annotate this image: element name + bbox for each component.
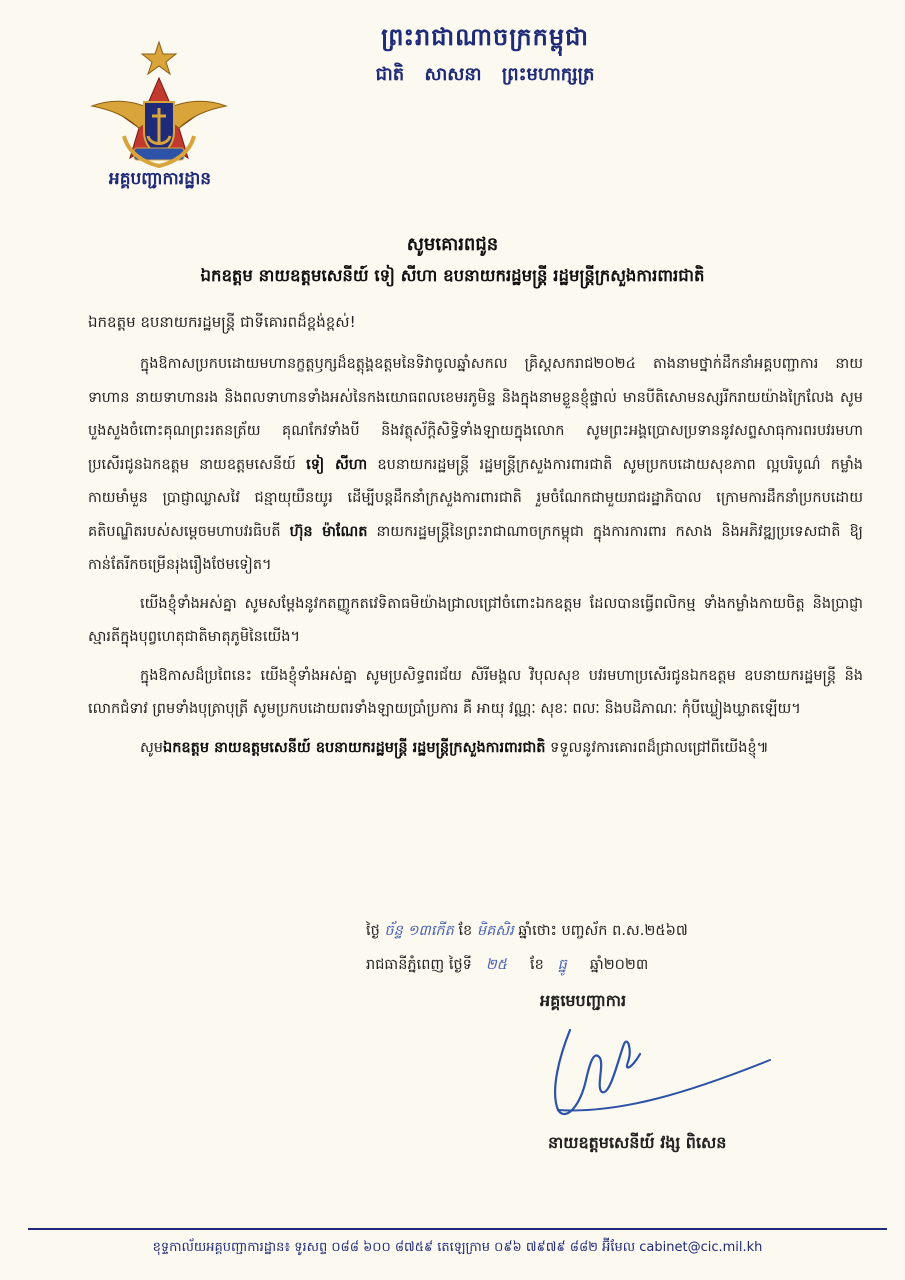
p4-bold-title: ឯកឧត្តម នាយឧត្តមសេនីយ៍ ឧបនាយករដ្ឋមន្ត្រី រដ្ឋមន្ត្រីក្រសួងការពារជាតិ: [163, 739, 546, 756]
month-label: ខែ: [458, 923, 473, 939]
date-label: ថ្ងៃ: [366, 923, 380, 939]
date-lunar-day-handwritten: ១៣កើត: [407, 923, 454, 939]
paragraph-3: ក្នុងឱកាសដ៏ប្រពៃនេះ យើងខ្ញុំទាំងអស់គ្នា សូមប្រសិទ្ធពរជ័យ សិរីមង្គល វិបុលសុខ បវរមហាប្រសើរជូនឯកឧត្តម ឧបនាយករដ្ឋមន្ត្រី និងលោកជំទាវ ព្រមទាំងបុត្រាបុត្រី សូមប្រកបដោយពរទាំងឡាយប្រាំប្រការ គឺ អាយុ វណ្ណៈ សុខៈ ពលៈ និងបដិភាណៈ កុំបីឃ្លៀងឃ្លាតឡើយ។: [88, 667, 863, 717]
signer-title: អគ្គមេបញ្ជាការ: [540, 991, 627, 1010]
solar-month-label: ខែ: [529, 957, 544, 973]
handwritten-signature: [540, 1010, 800, 1130]
date-weekday-handwritten: ច័ន្ទ: [384, 923, 403, 939]
lunar-month-handwritten: មិគសិរ: [476, 923, 514, 939]
solar-year: ឆ្នាំ២០២៣: [589, 957, 649, 973]
salutation: ឯកឧត្តម ឧបនាយករដ្ឋមន្ត្រី ជាទីគោរពដ៏ខ្ពង់ខ្ពស់!: [88, 313, 356, 331]
solar-month-handwritten: ធ្នូ: [557, 957, 567, 973]
signer-name: នាយឧត្តមសេនីយ៍ វង្ស ពិសេន: [548, 1133, 727, 1152]
footer-contact: ខុទ្ទកាល័យអគ្គបញ្ជាការដ្ឋាន៖ ទូរសព្ទ ០៨៨ ៦០០ ៨៧៥៩ តេឡេក្រាម ០៩៦ ៧៩៧៩ ៨៨២ អ៊ីមែល cabinet@cic.mil.kh: [152, 1240, 763, 1255]
solar-day-handwritten: ២៥: [485, 957, 507, 973]
paragraph-2: យើងខ្ញុំទាំងអស់គ្នា សូមសម្តែងនូវកតញ្ញូកតវេទិតាធមិយ៉ាងជ្រាលជ្រៅចំពោះឯកឧត្តម ដែលបានធ្វើពលិកម្ម ទាំងកម្លាំងកាយចិត្ត និងប្រាជ្ញាស្មារតីក្នុងបុព្វហេតុជាតិមាតុភូមិនៃយើង។: [88, 595, 863, 645]
footer-divider: [28, 1228, 887, 1230]
prime-minister-name: ហ៊ុន ម៉ាណែត: [289, 523, 368, 540]
kingdom-title: ព្រះរាជាណាចក្រកម្ពុជា: [381, 23, 589, 51]
solar-date-line: [366, 956, 648, 977]
p1-text-a: ក្នុងឱកាសប្រកបដោយមហានក្ខត្តឫក្សដ៏ឧត្តុង្គឧត្តមនៃទិវាចូលឆ្នាំសកល គ្រិស្តសករាជ២០២៤ តាងនាមថ្នាក់ដឹកនាំអគ្គបញ្ជាការ នាយទាហាន នាយទាហានរង និងពលទាហានទាំងអស់នៃកងយោធពលខេមរភូមិន្ទ និងក្នុងនាមខ្លួនខ្ញុំផ្ទាល់ មានបីតិសោមនស្សរីករាយយ៉ាងក្រៃលែង សូមបួងសួងចំពោះគុណព្រះរតនត្រ័យ គុណកែវទាំងបី និងវត្ថុស័ក្តិសិទ្ធិទាំងឡាយក្នុងលោក សូមព្រះអង្គប្រោសប្រទាននូវសព្ទសាធុការពរបវរមហាប្រសើរជូនឯកឧត្តម នាយឧត្តមសេនីយ៍: [88, 356, 863, 473]
p4-text-b: ទទួលនូវការគោរពដ៏ជ្រាលជ្រៅពីយើងខ្ញុំ៕: [545, 739, 769, 756]
military-emblem-icon: [84, 40, 234, 172]
letter-body: [88, 348, 863, 770]
recipient-line: ឯកឧត្តម នាយឧត្តមសេនីយ៍ ទៀ សីហា ឧបនាយករដ្ឋមន្ត្រី រដ្ឋមន្ត្រីក្រសួងការពារជាតិ: [200, 266, 705, 285]
paragraph-1: [88, 348, 863, 583]
p4-text-a: សូម: [140, 739, 164, 756]
lunar-date-line: [366, 922, 688, 943]
national-motto: ជាតិ សាសនា ព្រះមហាក្សត្រ: [375, 64, 595, 85]
lunar-year: ឆ្នាំថោះ បញ្ចស័ក ព.ស.២៥៦៧: [518, 923, 688, 939]
org-name: អគ្គបញ្ជាការដ្ឋាន: [108, 169, 212, 189]
place-date-label: រាជធានីភ្នំពេញ ថ្ងៃទី: [366, 957, 472, 973]
greeting-line: សូមគោរពជូន: [406, 234, 499, 255]
minister-name: ទៀ សីហា: [306, 456, 368, 473]
p1-text-c: នាយករដ្ឋមន្ត្រីនៃព្រះរាជាណាចក្រកម្ពុជា ក្នុងការការពារ កសាង និងអភិវឌ្ឍប្រទេសជាតិ ឱ្យកាន់តែរីកចម្រើនរុងរឿងថែមទៀត។: [88, 523, 864, 573]
p1-text-b: ឧបនាយករដ្ឋមន្ត្រី រដ្ឋមន្ត្រីក្រសួងការពារជាតិ សូមប្រកបដោយសុខភាព ល្អបរិបូណ៌ កម្លាំងកាយមាំមួន ប្រាជ្ញាឈ្លាសវៃ ជន្មាយុយឺនយូរ ដើម្បីបន្តដឹកនាំក្រសួងការពារជាតិ រួមចំណែកជាមួយរាជរដ្ឋាភិបាល ក្រោមការដឹកនាំប្រកបដោយគតិបណ្ឌិតរបស់សម្តេចមហាបវរធិបតី: [88, 456, 864, 540]
paragraph-4: [88, 732, 863, 766]
